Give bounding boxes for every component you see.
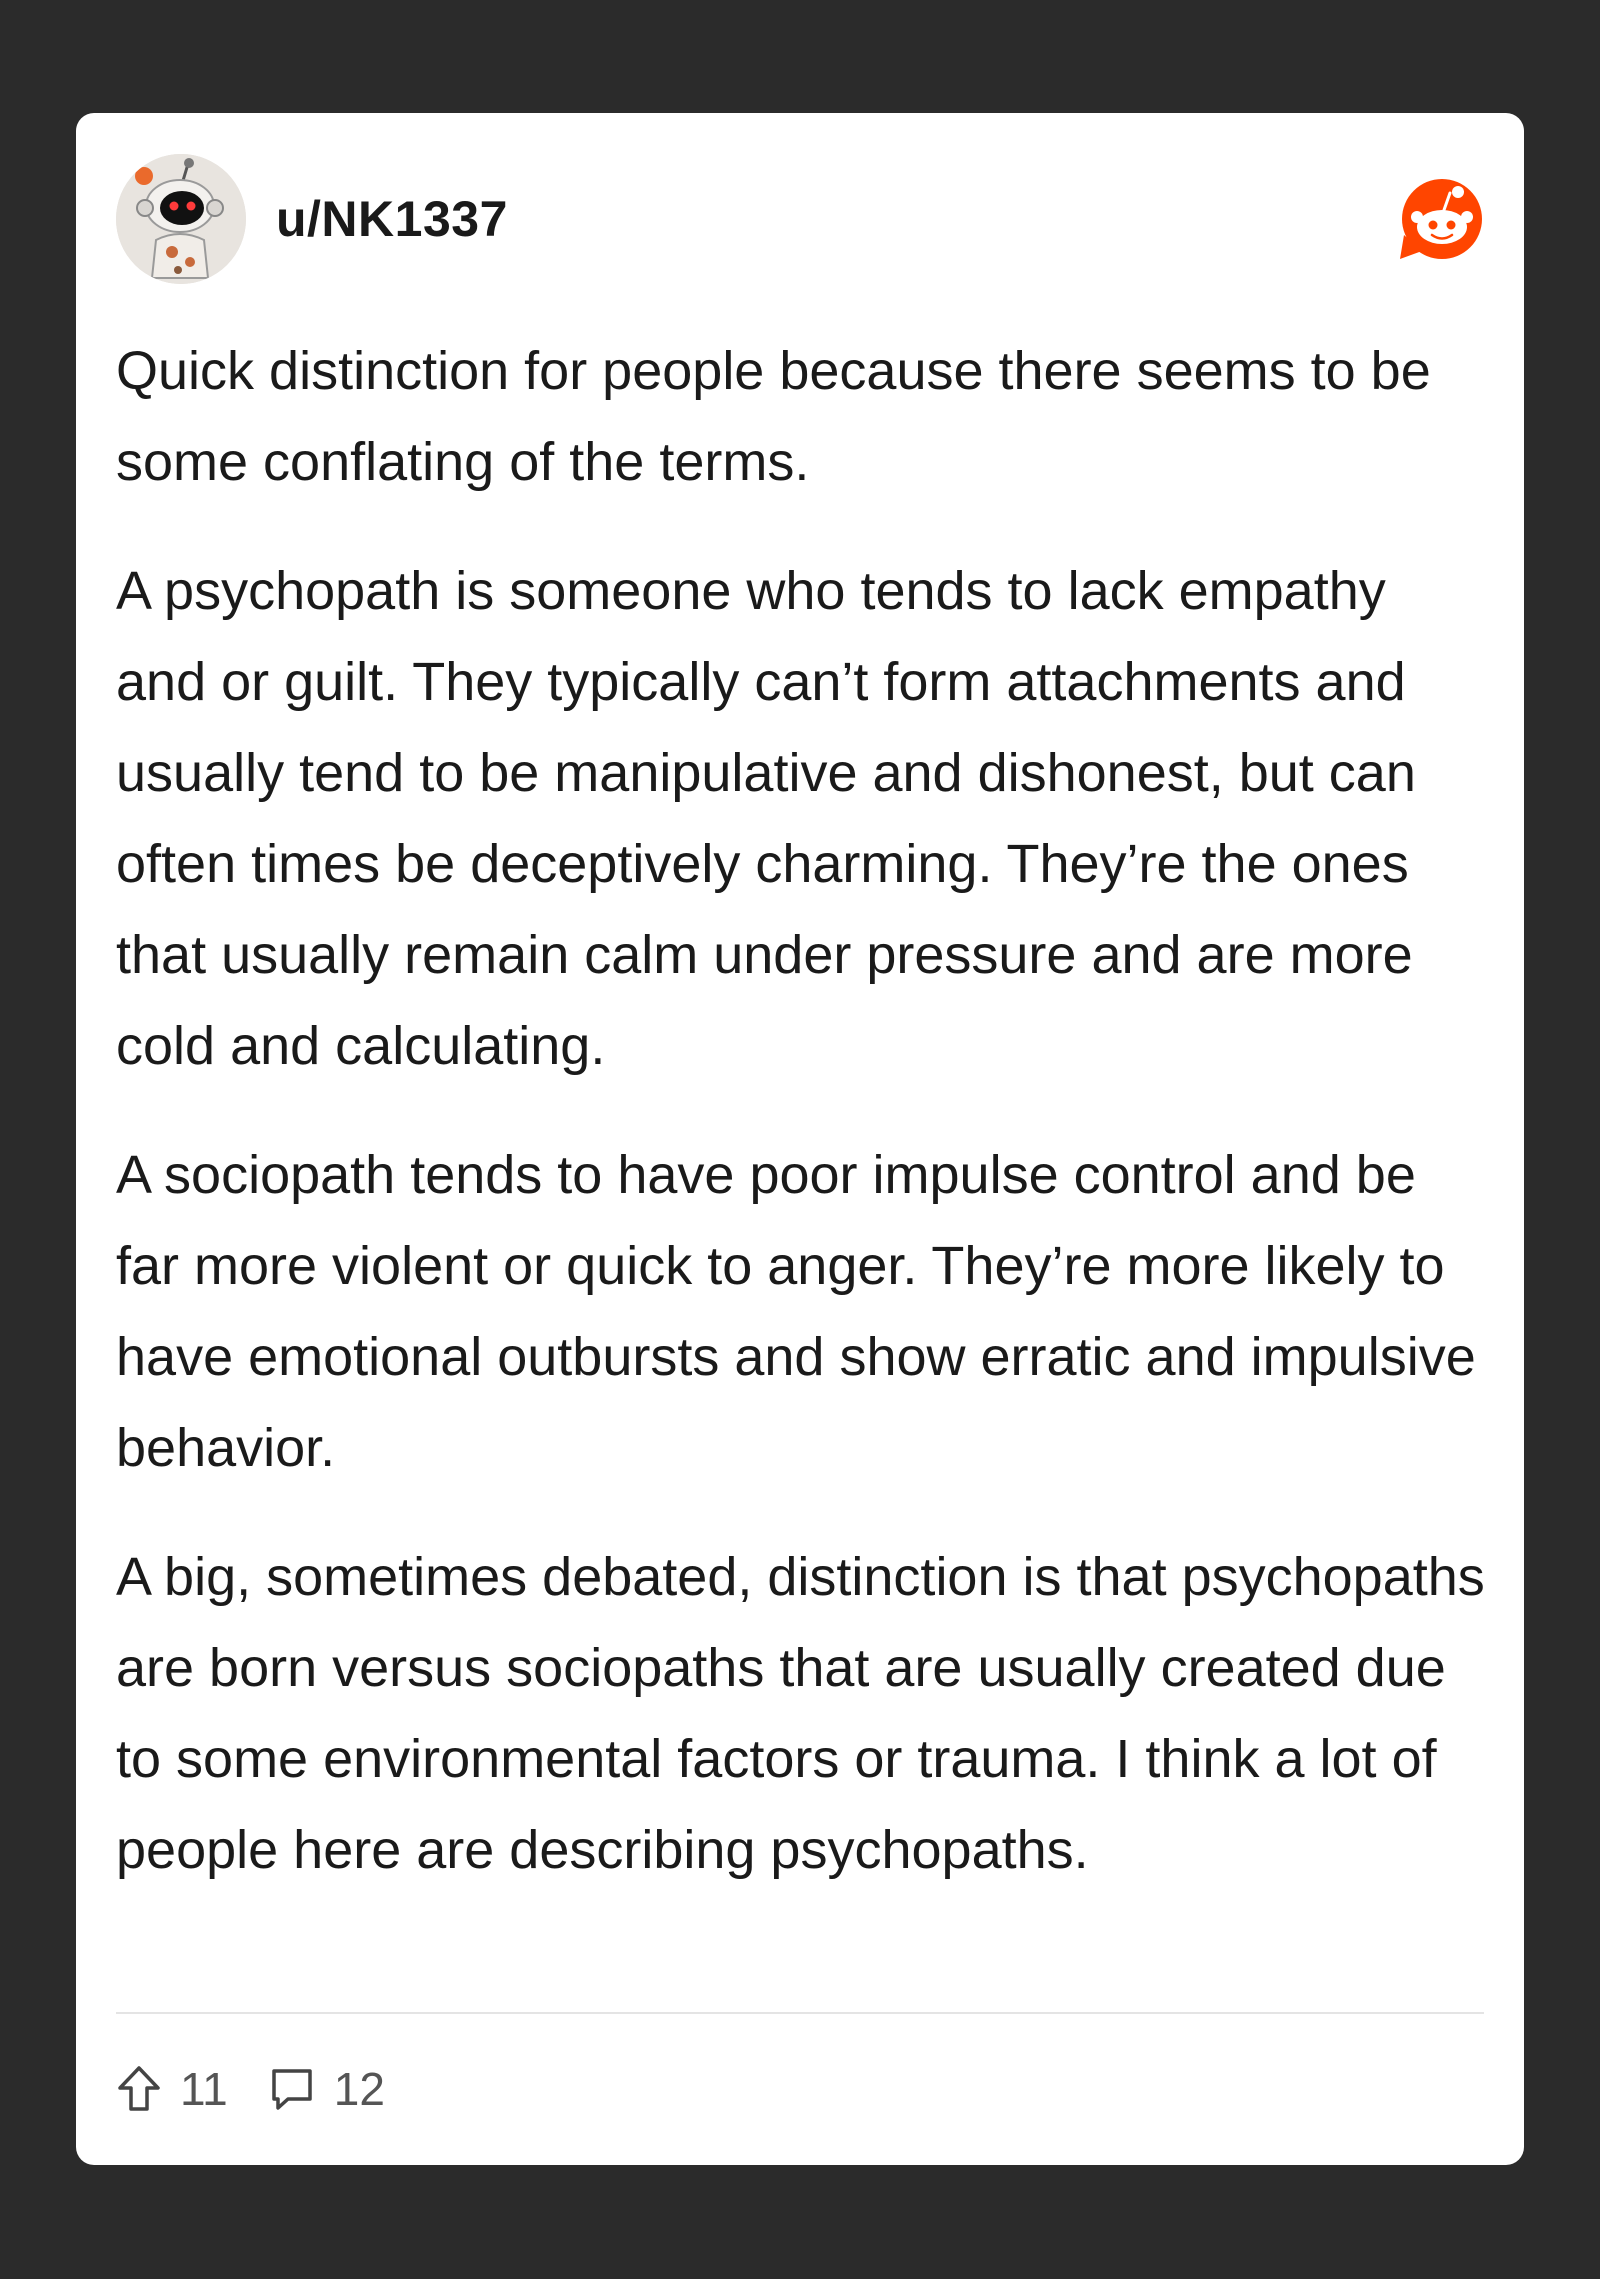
comment-bubble-icon [268, 2065, 316, 2113]
post-footer [116, 2057, 385, 2121]
comment-count: 12 [333, 2063, 385, 2115]
comments-button[interactable] [268, 2062, 385, 2116]
upvote-count: 11 [180, 2063, 228, 2115]
post-paragraph: A big, sometimes debated, distinction is that psychopaths are born versus sociopaths that are usually created due to some environmental factors or trauma. I think a lot of people here are describing psychopaths. [116, 1547, 1485, 1880]
snoo-avatar-icon [116, 154, 246, 284]
post-header [116, 153, 508, 285]
avatar[interactable] [116, 154, 246, 284]
username[interactable]: u/NK1337 [276, 191, 508, 247]
post-paragraph: A sociopath tends to have poor impulse control and be far more violent or quick to anger. They’re more likely to have emotional outbursts and show erratic and impulsive behavior. [116, 1145, 1476, 1478]
reddit-logo-icon [1396, 175, 1488, 267]
post-card [76, 113, 1524, 2165]
post-paragraph: Quick distinction for people because there seems to be some conflating of the terms. [116, 341, 1431, 492]
divider [116, 2012, 1484, 2014]
upvote-button[interactable] [116, 2062, 228, 2116]
post-body [116, 326, 1488, 1934]
post-paragraph: A psychopath is someone who tends to lack empathy and or guilt. They typically can’t form attachments and usually tend to be manipulative and dishonest, but can often times be deceptively charming. They’re the ones that usually remain calm under pressure and are more cold and calculating. [116, 561, 1416, 1076]
upvote-arrow-icon [116, 2064, 162, 2114]
